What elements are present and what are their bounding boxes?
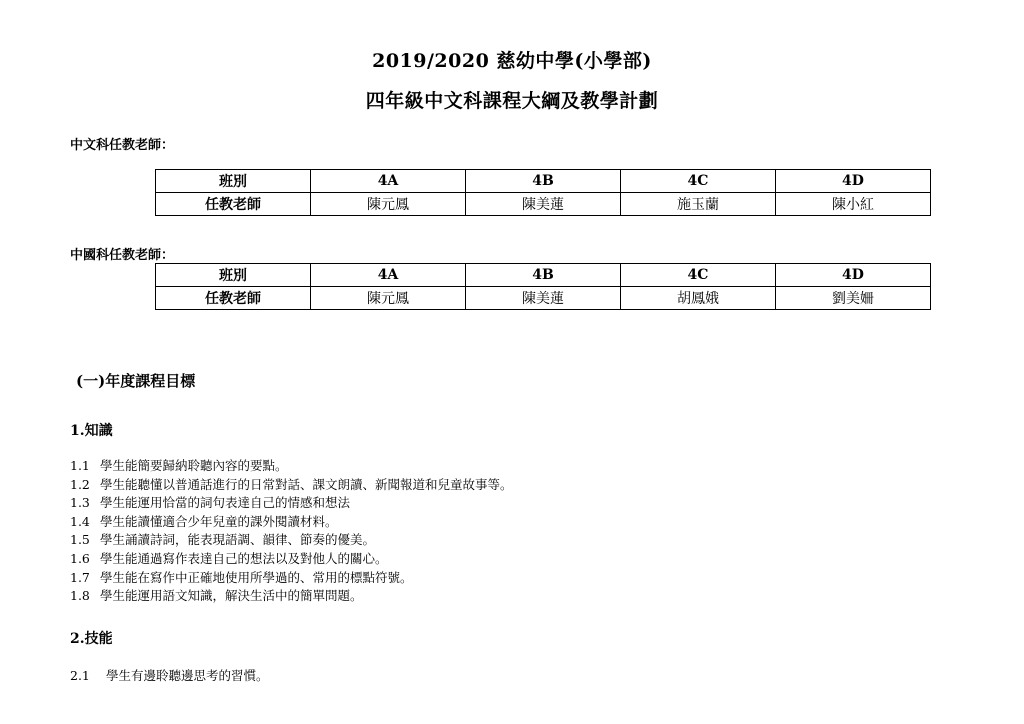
item-text: 學生能通過寫作表達自己的想法以及對他人的關心。	[100, 550, 388, 566]
list-item	[70, 666, 269, 684]
history-teachers-table	[155, 263, 931, 310]
table-cell: 4D	[776, 170, 931, 193]
table-cell: 陳元鳳	[311, 287, 466, 310]
table-cell: 胡鳳娥	[621, 287, 776, 310]
list-item	[70, 550, 513, 569]
item-number: 1.6	[70, 550, 90, 566]
item-number: 1.4	[70, 513, 90, 529]
item-number: 1.2	[70, 476, 90, 492]
table-cell: 4C	[621, 170, 776, 193]
item-text: 學生能運用語文知識，解決生活中的簡單問題。	[100, 588, 363, 604]
table-cell: 4D	[776, 264, 931, 287]
table-cell: 4B	[466, 170, 621, 193]
item-number: 1.7	[70, 569, 90, 585]
table-header-row	[156, 264, 931, 287]
chinese-teachers-table	[155, 169, 931, 216]
skills-heading: 2.技能	[70, 631, 113, 647]
list-item	[70, 569, 513, 588]
table-cell: 任教老師	[156, 193, 311, 216]
section-heading: (一)年度課程目標	[76, 372, 196, 390]
table-cell: 陳元鳳	[311, 193, 466, 216]
item-text: 學生能聽懂以普通話進行的日常對話、課文朗讀、新聞報道和兒童故事等。	[100, 476, 513, 492]
table-cell: 4C	[621, 264, 776, 287]
table-cell: 陳美蓮	[466, 287, 621, 310]
item-text: 學生能運用恰當的詞句表達自己的情感和想法	[100, 495, 351, 511]
table-row	[156, 287, 931, 310]
item-number: 1.5	[70, 532, 90, 548]
list-item	[70, 513, 513, 532]
item-number: 1.3	[70, 495, 90, 511]
table-cell: 4B	[466, 264, 621, 287]
table-cell: 4A	[311, 264, 466, 287]
document-subtitle: 四年級中文科課程大綱及教學計劃	[365, 90, 659, 112]
knowledge-heading: 1.知識	[70, 423, 113, 439]
table-cell: 任教老師	[156, 287, 311, 310]
table-cell: 施玉蘭	[621, 193, 776, 216]
list-item	[70, 587, 513, 606]
list-item	[70, 531, 513, 550]
table-cell: 陳小紅	[776, 193, 931, 216]
item-text: 學生能在寫作中正確地使用所學過的、常用的標點符號。	[100, 569, 413, 585]
item-text: 學生能讀懂適合少年兒童的課外閱讀材料。	[100, 513, 338, 529]
table-cell: 劉美姍	[776, 287, 931, 310]
item-text: 學生能簡要歸納聆聽內容的要點。	[100, 458, 288, 473]
list-item	[70, 457, 513, 476]
item-text: 學生有邊聆聽邊思考的習慣。	[106, 668, 269, 683]
table-cell: 4A	[311, 170, 466, 193]
table-cell: 班別	[156, 264, 311, 287]
knowledge-list	[70, 457, 513, 606]
chinese-teachers-label: 中文科任教老師：	[70, 138, 175, 153]
table-header-row	[156, 170, 931, 193]
table-row	[156, 193, 931, 216]
item-text: 學生誦讀詩詞，能表現語調、韻律、節奏的優美。	[100, 532, 376, 548]
list-item	[70, 476, 513, 495]
table-cell: 班別	[156, 170, 311, 193]
item-number: 1.1	[70, 458, 90, 473]
item-number: 2.1	[70, 668, 90, 683]
table-cell: 陳美蓮	[466, 193, 621, 216]
item-number: 1.8	[70, 588, 90, 604]
history-teachers-label: 中國科任教老師：	[70, 248, 175, 263]
list-item	[70, 494, 513, 513]
document-title: 2019/2020 慈幼中學(小學部)	[372, 50, 652, 72]
